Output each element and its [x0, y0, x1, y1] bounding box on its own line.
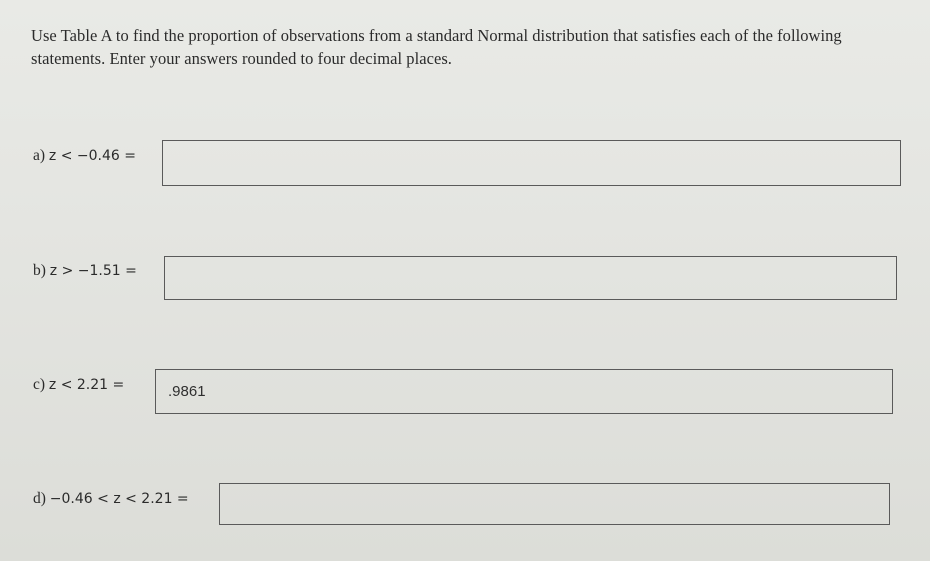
question-c-letter: c) [33, 376, 46, 393]
answer-b-input[interactable] [164, 256, 897, 300]
question-b-expression: z > −1.51 = [49, 263, 137, 279]
question-a-letter: a) [33, 147, 46, 164]
question-d-letter: d) [33, 490, 46, 507]
answer-a-input[interactable] [162, 140, 901, 186]
answer-c-input[interactable] [155, 369, 893, 414]
question-a-label [33, 147, 136, 165]
instructions-text: Use Table A to find the proportion of observations from a standard Normal distribution that satisfies each of the following statements. Enter your answers rounded to four decimal places. [31, 26, 842, 68]
question-b-label [33, 262, 137, 280]
question-c-expression: z < 2.21 = [48, 377, 125, 393]
question-a-expression: z < −0.46 = [48, 148, 136, 164]
answer-d-input[interactable] [219, 483, 890, 525]
question-d-expression: −0.46 < z < 2.21 = [49, 491, 189, 507]
question-d-label [33, 490, 189, 508]
question-b-letter: b) [33, 262, 46, 279]
question-c-label [33, 376, 124, 394]
